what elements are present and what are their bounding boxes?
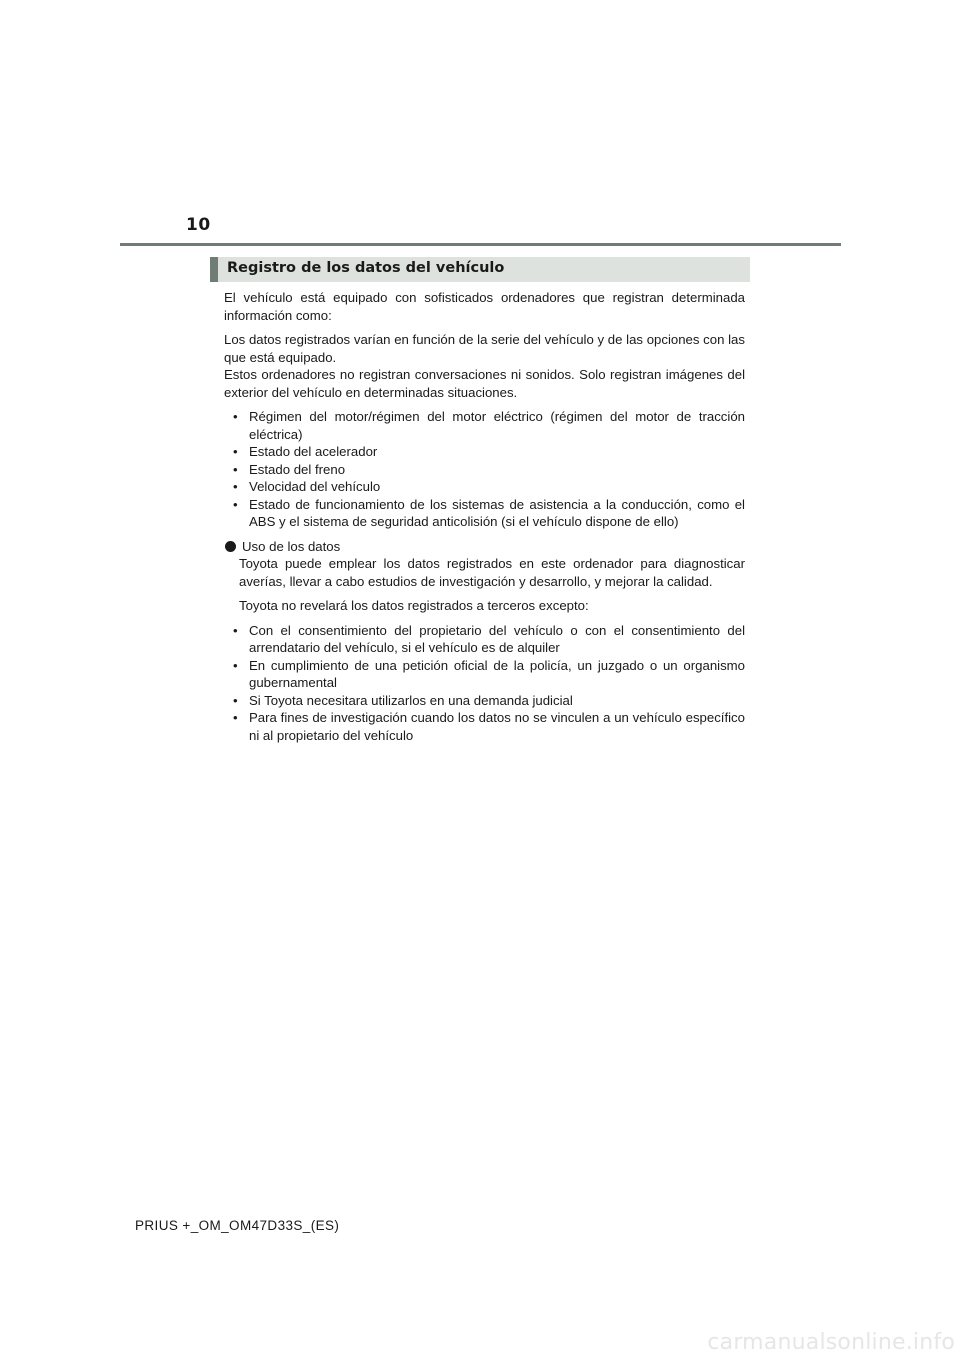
list-item: • Estado del acelerador — [233, 444, 378, 459]
list-item: • En cumplimiento de una petición oficial de la policía, un juzgado o un organismo gubernamental — [233, 657, 745, 690]
bullet-icon: • — [233, 657, 238, 673]
disclosure-paragraph: Toyota no revelará los datos registrados a terceros excepto: — [239, 598, 589, 613]
watermark: carmanualsonline.info — [707, 1330, 955, 1355]
bullet-icon: • — [233, 622, 238, 638]
data-usage-paragraph: Toyota puede emplear los datos registrados en este ordenador para diagnosticar averías, llevar a cabo estudios de investigación y desarrollo, y mejorar la calidad. — [239, 556, 745, 589]
list-item: • Régimen del motor/régimen del motor eléctrico (régimen del motor de tracción eléctrica) — [233, 409, 745, 442]
header-rule — [120, 243, 841, 246]
bullet-icon: • — [233, 479, 238, 494]
bullet-icon: • — [233, 692, 238, 708]
section-content — [224, 289, 745, 751]
section-heading — [210, 257, 750, 282]
data-usage-title: Uso de los datos — [242, 538, 341, 554]
list-item: • Si Toyota necesitara utilizarlos en una demanda judicial — [233, 692, 573, 708]
bullet-icon: • — [233, 496, 238, 512]
list-item: • Estado de funcionamiento de los sistemas de asistencia a la conducción, como el ABS y el sistema de seguridad anticolisión (si el vehículo dispone de ello) — [233, 496, 745, 529]
bullet-icon: • — [233, 444, 238, 459]
filled-circle-icon — [225, 541, 236, 552]
recorded-items-list — [224, 408, 745, 531]
bullet-icon: • — [233, 409, 238, 424]
list-item: • Con el consentimiento del propietario del vehículo o con el consentimiento del arrendatario del vehículo, si el vehículo es de alquiler — [233, 622, 745, 655]
document-code-footer: PRIUS +_OM_OM47D33S_(ES) — [135, 1218, 340, 1233]
bullet-icon: • — [233, 710, 238, 725]
page-number: 10 — [186, 215, 211, 235]
list-item: • Para fines de investigación cuando los datos no se vinculen a un vehículo específico ni al propietario del vehículo — [233, 710, 745, 743]
disclosure-block — [224, 597, 745, 744]
bullet-icon: • — [233, 461, 238, 477]
exceptions-list — [224, 622, 745, 745]
data-usage-block — [224, 538, 745, 591]
variation-paragraph: Los datos registrados varían en función de la serie del vehículo y de las opciones con las que está equipado. — [224, 332, 745, 365]
privacy-paragraph: Estos ordenadores no registran conversaciones ni sonidos. Solo registran imágenes del exterior del vehículo en determinadas situaciones. — [224, 367, 745, 400]
list-item: • Estado del freno — [233, 461, 346, 477]
list-item: • Velocidad del vehículo — [233, 479, 381, 494]
section-heading-title: Registro de los datos del vehículo — [227, 260, 505, 276]
intro-paragraph: El vehículo está equipado con sofisticados ordenadores que registran determinada información como: — [224, 290, 745, 323]
